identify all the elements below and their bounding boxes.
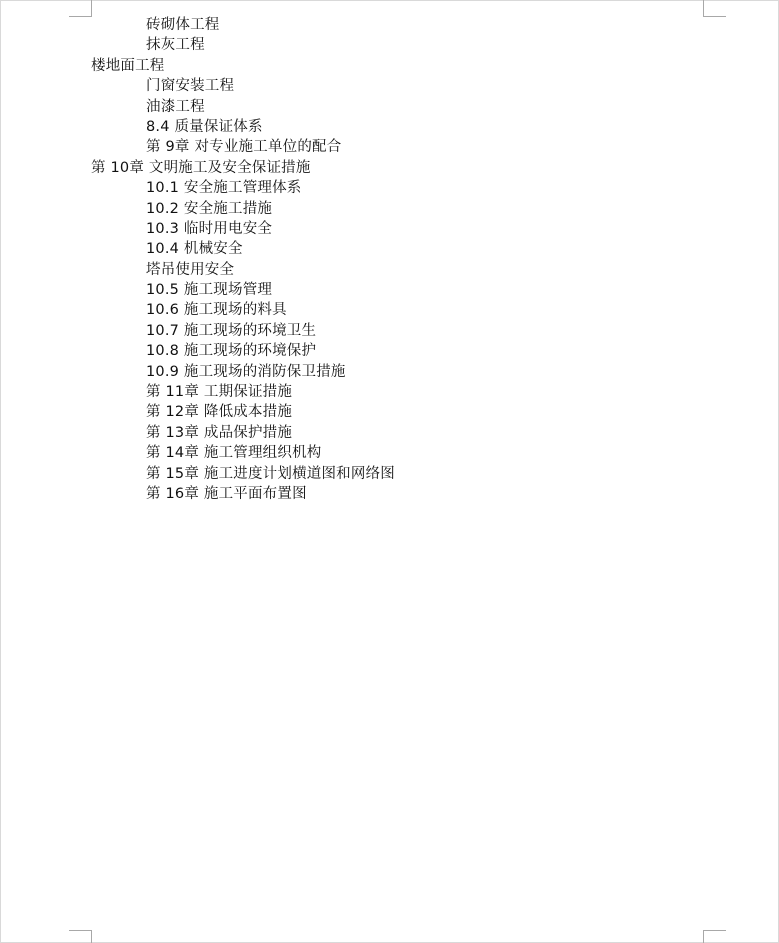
toc-entry: 第 10章 文明施工及安全保证措施 [91, 159, 311, 176]
toc-entry: 第 14章 施工管理组织机构 [146, 445, 322, 462]
corner-mark-bottom-right [703, 930, 726, 943]
toc-entry: 第 15章 施工进度计划横道图和网络图 [146, 465, 395, 482]
toc-entry: 10.3 临时用电安全 [146, 220, 273, 237]
toc-entry: 10.4 机械安全 [146, 241, 243, 258]
corner-mark-bottom-left [69, 930, 92, 943]
toc-entry: 第 12章 降低成本措施 [146, 404, 293, 421]
toc-entry: 8.4 质量保证体系 [146, 118, 263, 135]
toc-entry: 塔吊使用安全 [146, 261, 235, 278]
toc-entry: 门窗安装工程 [146, 78, 235, 95]
toc-entry: 第 11章 工期保证措施 [146, 384, 293, 401]
toc-entry: 第 13章 成品保护措施 [146, 424, 293, 441]
toc-entry: 第 9章 对专业施工单位的配合 [146, 139, 342, 156]
toc-entry: 10.5 施工现场管理 [146, 282, 273, 299]
toc-entry: 抹灰工程 [146, 37, 205, 54]
toc-entry: 10.7 施工现场的环境卫生 [146, 322, 317, 339]
toc-entry: 楼地面工程 [91, 57, 165, 74]
toc-entry: 油漆工程 [146, 98, 205, 115]
toc-entry: 10.1 安全施工管理体系 [146, 180, 302, 197]
toc-entry: 10.9 施工现场的消防保卫措施 [146, 363, 346, 380]
toc-entry: 10.6 施工现场的料具 [146, 302, 287, 319]
toc-entry: 第 16章 施工平面布置图 [146, 485, 307, 502]
toc-entry: 10.2 安全施工措施 [146, 200, 273, 217]
toc-entry: 10.8 施工现场的环境保护 [146, 343, 317, 360]
table-of-contents [0, 15, 779, 504]
toc-entry: 砖砌体工程 [146, 17, 220, 33]
